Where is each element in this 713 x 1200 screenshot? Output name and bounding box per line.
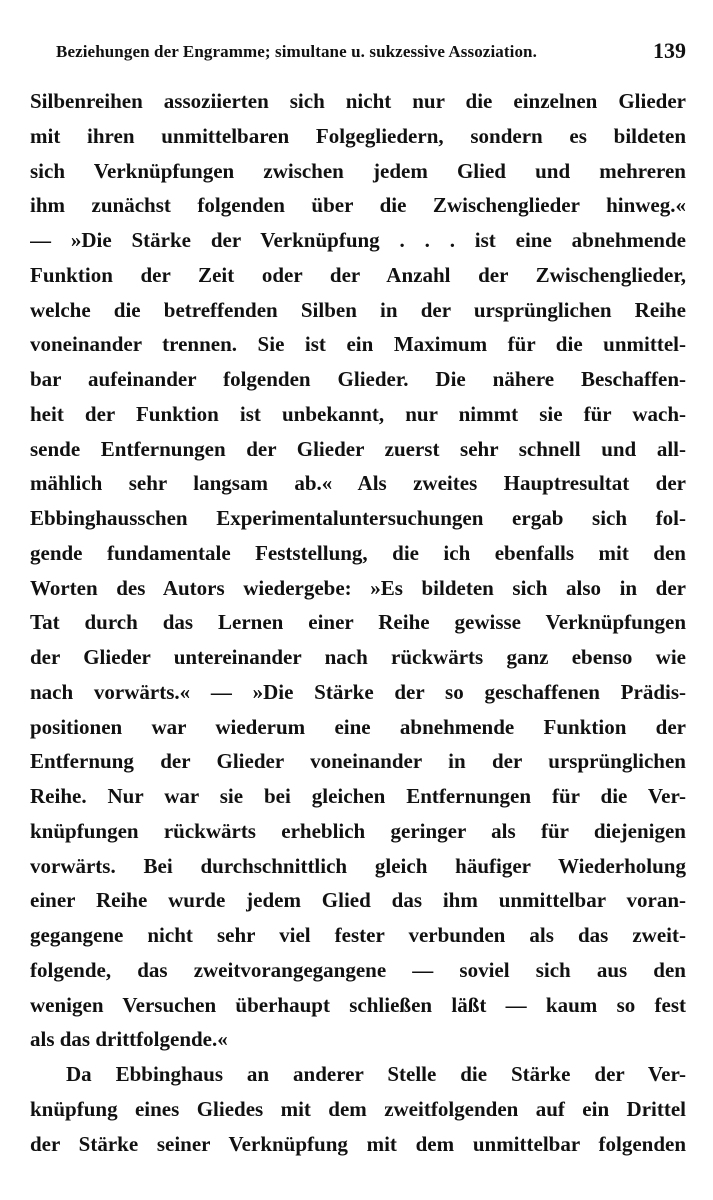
text-line: Silbenreihen assoziierten sich nicht nur die einzelnen Glieder	[30, 89, 686, 113]
page-number: 139	[653, 38, 686, 63]
text-line: ihm zunächst folgenden über die Zwischenglieder hinweg.«	[30, 193, 686, 218]
text-line: bar aufeinander folgenden Glieder. Die nähere Beschaffen-	[30, 367, 686, 391]
text-line: Ebbinghausschen Experimentaluntersuchungen ergab sich fol-	[30, 506, 686, 530]
text-line: der Glieder untereinander nach rückwärts ganz ebenso wie	[30, 645, 686, 669]
text-line: knüpfung eines Gliedes mit dem zweitfolgenden auf ein Drittel	[30, 1096, 686, 1121]
body-text	[30, 84, 686, 1161]
text-line: Tat durch das Lernen einer Reihe gewisse Verknüpfungen	[30, 610, 686, 635]
text-line: welche die betreffenden Silben in der ursprünglichen Reihe	[30, 297, 686, 322]
text-line: Da Ebbinghaus an anderer Stelle die Stärke der Ver-	[66, 1062, 686, 1086]
text-line: — »Die Stärke der Verknüpfung . . . ist eine abnehmende	[30, 228, 686, 252]
text-line: mählich sehr langsam ab.« Als zweites Hauptresultat der	[30, 471, 686, 496]
text-line: wenigen Versuchen überhaupt schließen läßt — kaum so fest	[30, 992, 686, 1017]
running-title: Beziehungen der Engramme; simultane u. sukzessive Assoziation.	[56, 42, 537, 61]
text-line: als das drittfolgende.«	[30, 1027, 228, 1052]
text-line: nach vorwärts.« — »Die Stärke der so geschaffenen Prädis-	[30, 679, 686, 704]
running-head	[56, 36, 686, 68]
text-line: positionen war wiederum eine abnehmende Funktion der	[30, 714, 686, 739]
text-line: sich Verknüpfungen zwischen jedem Glied und mehreren	[30, 158, 686, 183]
paragraph	[30, 1057, 686, 1161]
text-line: folgende, das zweitvorangegangene — soviel sich aus den	[30, 957, 686, 982]
text-line: Worten des Autors wiedergebe: »Es bildeten sich also in der	[30, 575, 686, 600]
text-line: vorwärts. Bei durchschnittlich gleich häufiger Wiederholung	[30, 853, 686, 878]
text-line: Reihe. Nur war sie bei gleichen Entfernungen für die Ver-	[30, 784, 686, 808]
text-line: mit ihren unmittelbaren Folgegliedern, sondern es bildeten	[30, 123, 686, 148]
text-line: voneinander trennen. Sie ist ein Maximum für die unmittel-	[30, 332, 686, 357]
paragraph	[30, 84, 686, 1057]
text-line: Entfernung der Glieder voneinander in der ursprünglichen	[30, 749, 686, 774]
text-line: gende fundamentale Feststellung, die ich ebenfalls mit den	[30, 540, 686, 565]
text-line: sende Entfernungen der Glieder zuerst sehr schnell und all-	[30, 436, 686, 461]
text-line: knüpfungen rückwärts erheblich geringer als für diejenigen	[30, 818, 686, 843]
text-line: der Stärke seiner Verknüpfung mit dem unmittelbar folgenden	[30, 1131, 686, 1156]
text-line: Funktion der Zeit oder der Anzahl der Zwischenglieder,	[30, 262, 686, 287]
text-line: gegangene nicht sehr viel fester verbunden als das zweit-	[30, 923, 686, 947]
text-line: einer Reihe wurde jedem Glied das ihm unmittelbar voran-	[30, 888, 686, 913]
text-line: heit der Funktion ist unbekannt, nur nimmt sie für wach-	[30, 401, 686, 426]
